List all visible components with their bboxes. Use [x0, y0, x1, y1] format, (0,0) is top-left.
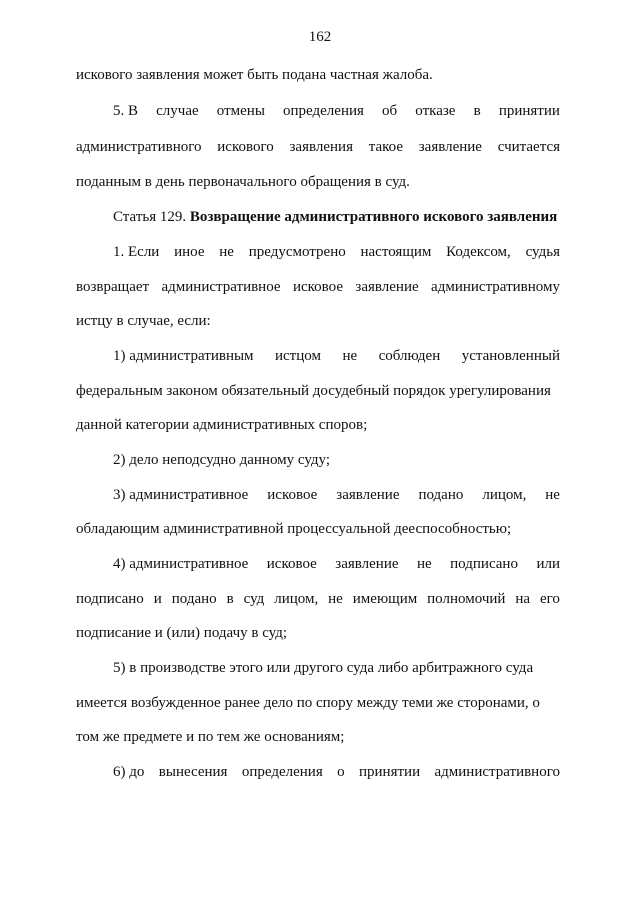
text-fragment: административного [76, 139, 202, 155]
text-fragment: в [473, 103, 481, 119]
text-fragment: подано [418, 487, 464, 503]
text-fragment: поданным в день первоначального обращения в суд. [76, 174, 410, 190]
text-line [76, 65, 560, 85]
text-line [76, 137, 560, 157]
text-fragment: определения [241, 764, 323, 780]
text-line [76, 693, 560, 713]
page-number: 162 [308, 29, 332, 45]
text-line [113, 554, 560, 574]
text-fragment: установленный [461, 348, 560, 364]
text-fragment: возвращает [76, 279, 150, 295]
text-fragment: подано [171, 591, 217, 607]
text-fragment: исковое [292, 279, 343, 295]
text-line [113, 242, 560, 262]
text-fragment: 1) административным [113, 348, 254, 364]
text-fragment: федеральным законом обязательный досудебный порядок урегулирования [76, 383, 551, 399]
text-fragment: истцом [275, 348, 321, 364]
text-fragment: 5) в производстве этого или другого суда либо арбитражного суда [113, 660, 534, 676]
text-fragment: вынесения [158, 764, 228, 780]
text-fragment: истцу в случае, если: [76, 313, 211, 329]
text-fragment: том же предмете и по тем же основаниям; [76, 729, 345, 745]
text-fragment: заявления [289, 139, 353, 155]
text-fragment: его [539, 591, 560, 607]
article-title: Возвращение административного искового заявления [189, 209, 558, 225]
text-line [76, 172, 560, 192]
text-fragment: подписано [450, 556, 518, 572]
text-fragment: определения [283, 103, 364, 119]
text-line [113, 485, 560, 505]
text-fragment: об [382, 103, 398, 119]
text-fragment: соблюден [378, 348, 441, 364]
text-fragment: не [219, 244, 234, 260]
text-fragment: заявление [336, 487, 400, 503]
text-fragment: предусмотрено [248, 244, 346, 260]
text-fragment: заявление [418, 139, 482, 155]
text-line [113, 450, 560, 470]
text-fragment: обладающим административной процессуальной дееспособностью; [76, 521, 512, 537]
text-fragment: исковое [267, 487, 318, 503]
text-fragment: в [226, 591, 234, 607]
text-fragment: не [342, 348, 358, 364]
text-fragment: на [515, 591, 531, 607]
text-fragment: не [417, 556, 432, 572]
text-fragment: не [328, 591, 343, 607]
text-fragment: принятии [498, 103, 560, 119]
text-fragment: заявление [335, 556, 399, 572]
article-heading [113, 207, 560, 227]
text-fragment: или [536, 556, 560, 572]
text-fragment: о [337, 764, 345, 780]
text-line [76, 623, 560, 643]
text-fragment: заявление [355, 279, 419, 295]
text-fragment: и [153, 591, 162, 607]
text-fragment: имеющим [352, 591, 418, 607]
article-number: Статья 129. [113, 209, 190, 225]
text-fragment: административного [434, 764, 560, 780]
text-fragment: судья [525, 244, 560, 260]
text-fragment: административному [431, 279, 560, 295]
text-fragment: лицом, [482, 487, 527, 503]
text-fragment: 1. Если [113, 244, 160, 260]
text-line [113, 346, 560, 366]
text-fragment: принятии [359, 764, 421, 780]
text-fragment: отказе [415, 103, 456, 119]
text-fragment: данной категории административных споров; [76, 417, 368, 433]
text-line [76, 415, 560, 435]
text-line [113, 658, 560, 678]
text-fragment: искового [217, 139, 274, 155]
text-fragment: имеется возбужденное ранее дело по спору между теми же сторонами, о [76, 695, 540, 711]
text-fragment: считается [497, 139, 560, 155]
text-fragment: административное [161, 279, 281, 295]
text-line [76, 277, 560, 297]
text-line [76, 311, 560, 331]
text-fragment: 4) административное [113, 556, 249, 572]
text-fragment: суд [243, 591, 265, 607]
text-fragment: 3) административное [113, 487, 249, 503]
text-fragment: Кодексом, [446, 244, 511, 260]
text-line [113, 101, 560, 121]
text-fragment: не [545, 487, 560, 503]
text-fragment: такое [368, 139, 403, 155]
text-fragment: искового заявления может быть подана частная жалоба. [76, 67, 433, 83]
text-fragment: 6) до [113, 764, 145, 780]
text-fragment: лицом, [274, 591, 319, 607]
text-fragment: иное [174, 244, 205, 260]
text-fragment: 2) дело неподсудно данному суду; [113, 452, 331, 468]
text-fragment: случае [156, 103, 199, 119]
text-fragment: отмены [216, 103, 265, 119]
text-fragment: настоящим [360, 244, 432, 260]
text-line [76, 727, 560, 747]
text-line [76, 589, 560, 609]
text-line [76, 519, 560, 539]
text-line [113, 762, 560, 782]
text-fragment: 5. В [113, 103, 139, 119]
text-line [76, 381, 560, 401]
text-fragment: исковое [266, 556, 317, 572]
text-fragment: полномочий [427, 591, 506, 607]
text-fragment: подписано [76, 591, 144, 607]
text-fragment: подписание и (или) подачу в суд; [76, 625, 288, 641]
